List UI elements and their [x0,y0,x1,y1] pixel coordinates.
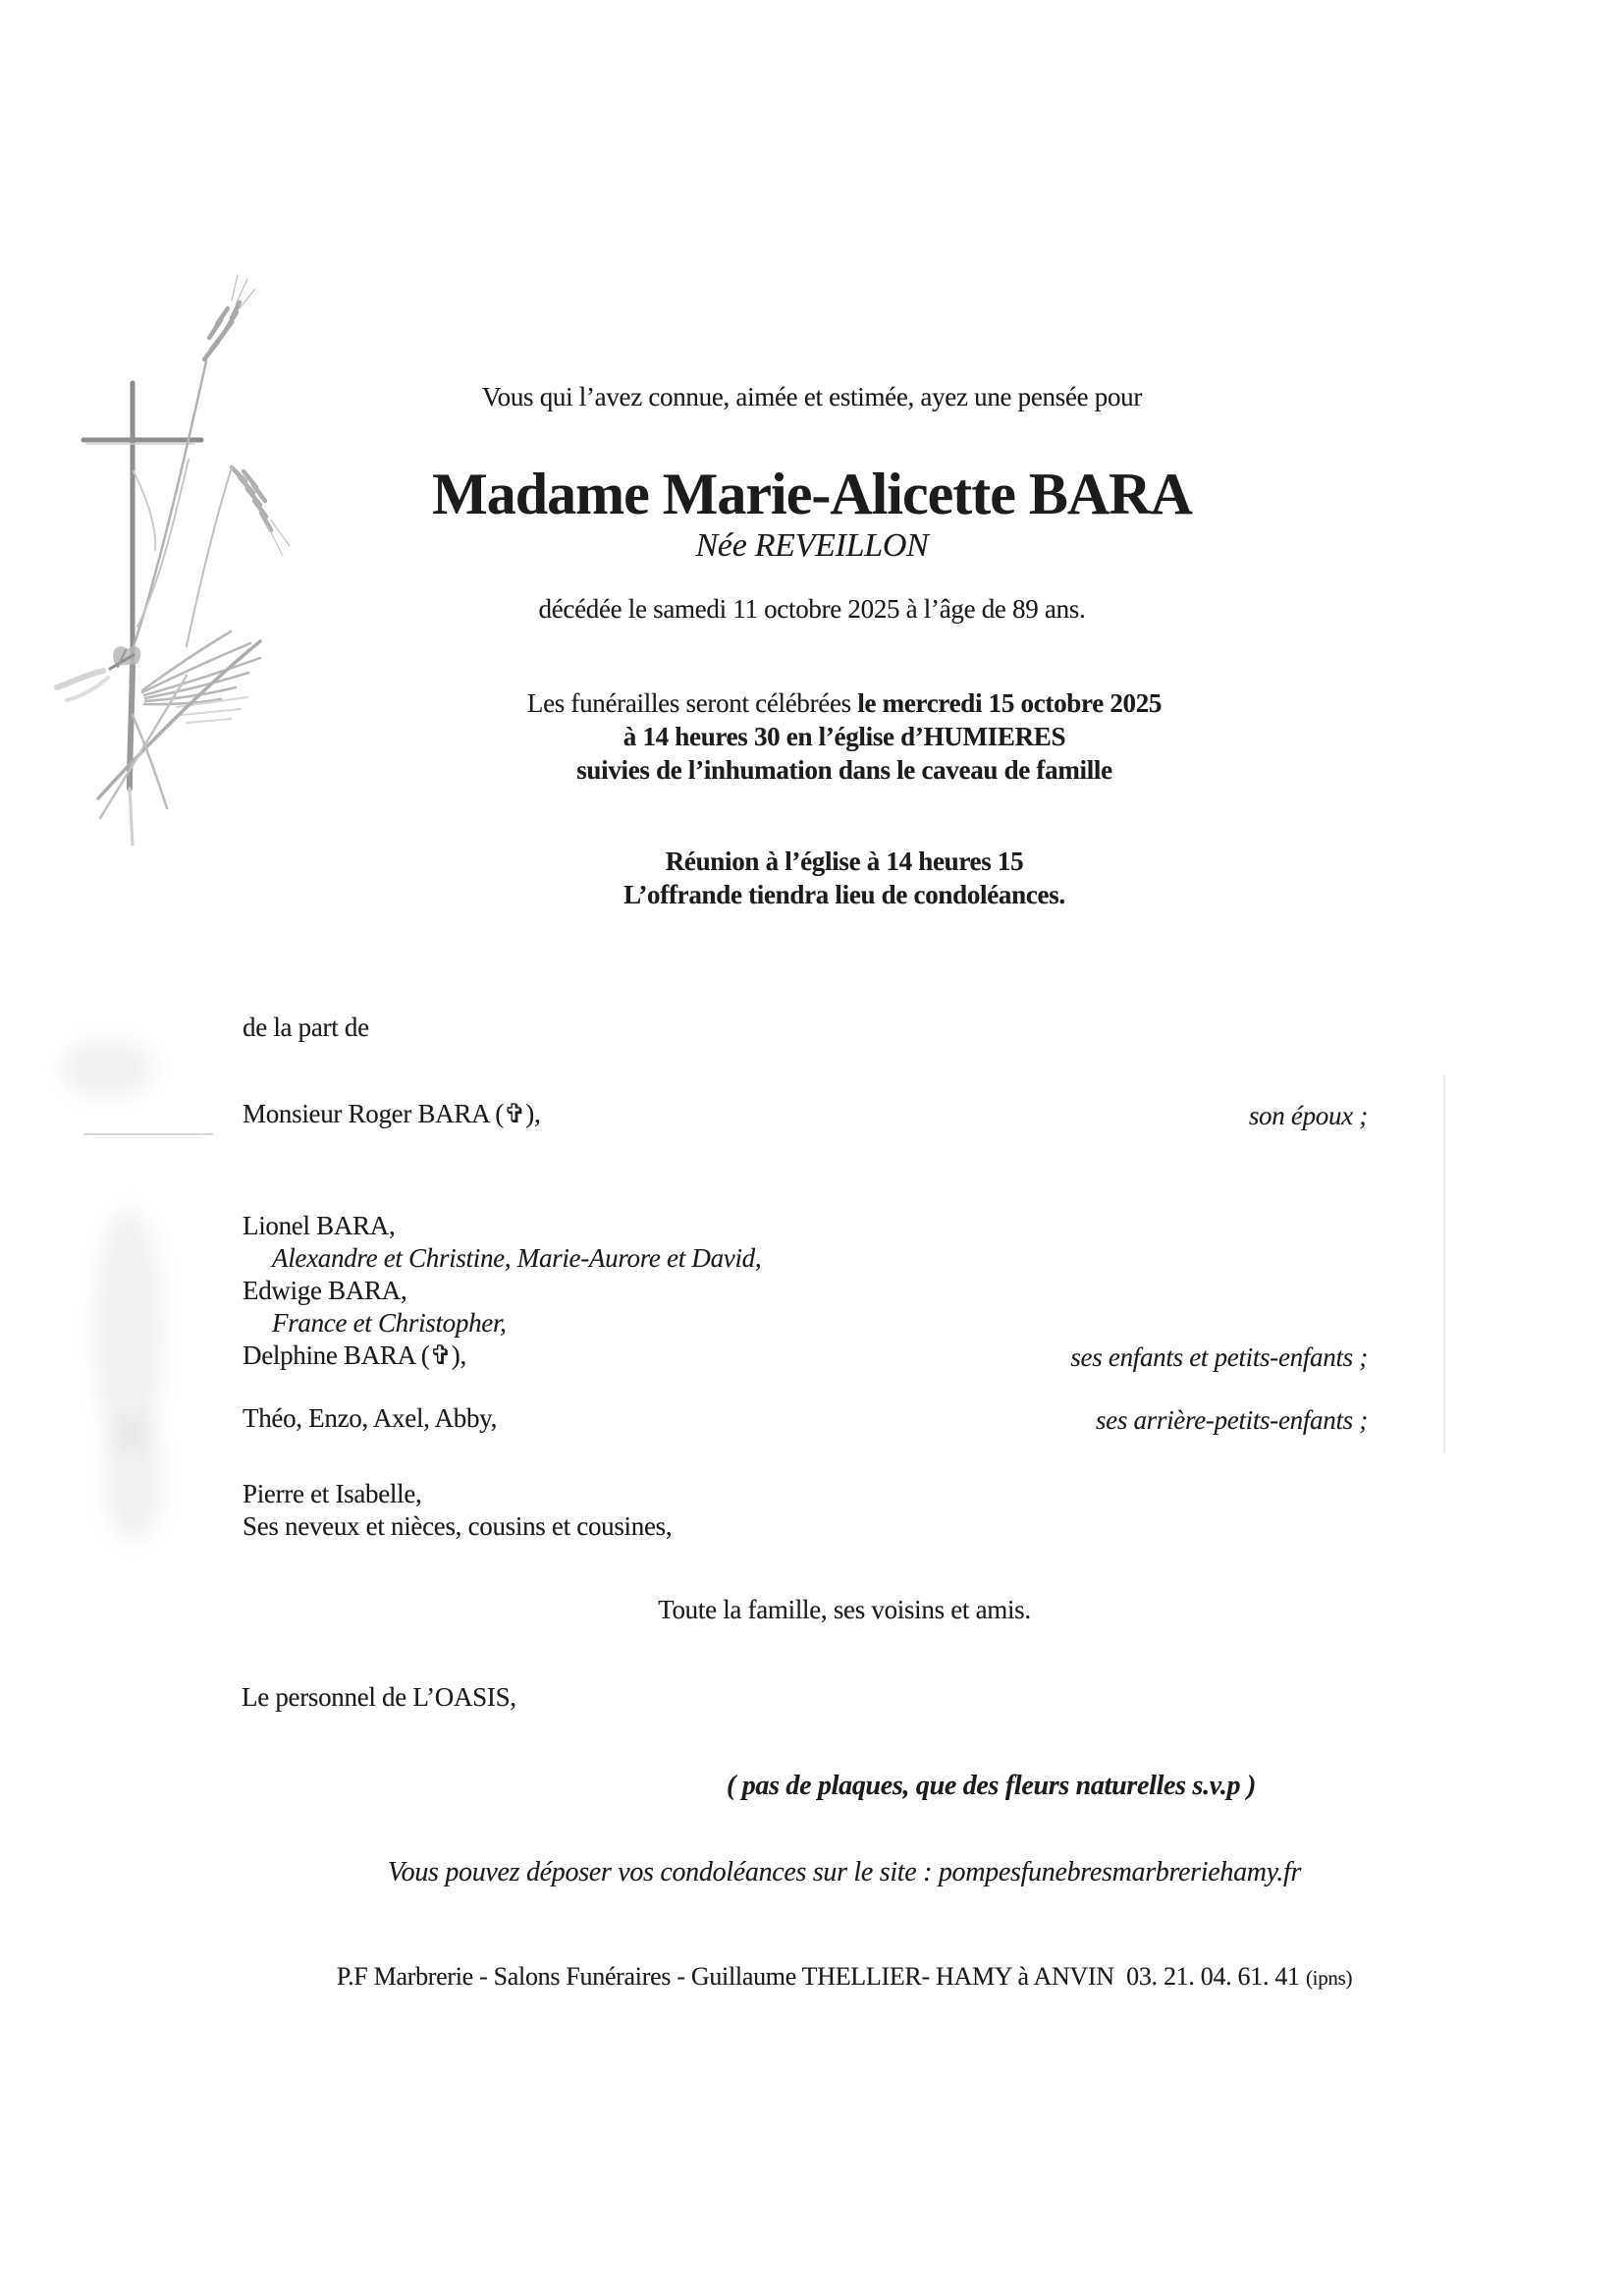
funeral-home-footer [65,1961,1624,1994]
great-grandchildren-relation: ses arrière-petits-enfants ; [1095,1405,1368,1435]
funeral-prefix: Les funérailles seront célébrées [526,688,858,718]
from-label: de la part de [243,1012,369,1042]
scan-artifact-line [1443,1075,1445,1453]
spouse-name: Monsieur Roger BARA (✞), [243,1099,541,1128]
funeral-date: le mercredi 15 octobre 2025 [857,688,1163,718]
funeral-home-text: P.F Marbrerie - Salons Funéraires - Guillaume THELLIER- HAMY à ANVIN 03. 21. 04. 61. 41 [336,1962,1306,1991]
spouse-relation: son époux ; [1248,1101,1368,1130]
print-note: (ipns) [1305,1966,1353,1990]
child-line: Lionel BARA, [243,1211,396,1240]
grandchild-line: Alexandre et Christine, Marie-Aurore et David, [272,1243,762,1273]
nephews-line: Ses neveux et nièces, cousins et cousines, [243,1511,673,1541]
nephews-line: Pierre et Isabelle, [243,1479,422,1508]
funeral-date-line [65,687,1624,720]
children-relation: ses enfants et petits-enfants ; [1070,1342,1368,1372]
family-friends-line: Toute la famille, ses voisins et amis. [658,1595,1031,1624]
offering-line: L’offrande tiendra lieu de condoléances. [623,880,1065,909]
child-line: Delphine BARA (✞), [243,1340,466,1370]
burial-line: suivies de l’inhumation dans le caveau de famille [576,755,1112,785]
staff-line: Le personnel de L’OASIS, [242,1682,516,1712]
deceased-name: Madame Marie-Alicette BARA [432,462,1192,526]
scan-smudge [61,1039,154,1098]
scan-smudge [104,1414,163,1542]
meeting-line: Réunion à l’église à 14 heures 15 [665,847,1024,876]
maiden-name: Née REVEILLON [695,527,929,564]
grandchild-line: France et Christopher, [272,1308,507,1338]
scan-artifact-line [93,1137,201,1138]
child-line: Edwige BARA, [243,1276,407,1305]
death-date-line: décédée le samedi 11 octobre 2025 à l’âge de 89 ans. [538,594,1086,624]
flowers-note: ( pas de plaques, que des fleurs naturelles s.v.p ) [727,1771,1256,1801]
scan-artifact-line [83,1133,213,1135]
condolences-site-line: Vous pouvez déposer vos condoléances sur le site : pompesfunebresmarbreriehamy.fr [387,1857,1302,1887]
funeral-time-place-line: à 14 heures 30 en l’église d’HUMIERES [623,722,1066,751]
great-grandchildren-names: Théo, Enzo, Axel, Abby, [243,1403,498,1433]
intro-line: Vous qui l’avez connue, aimée et estimée, ayez une pensée pour [481,382,1143,411]
